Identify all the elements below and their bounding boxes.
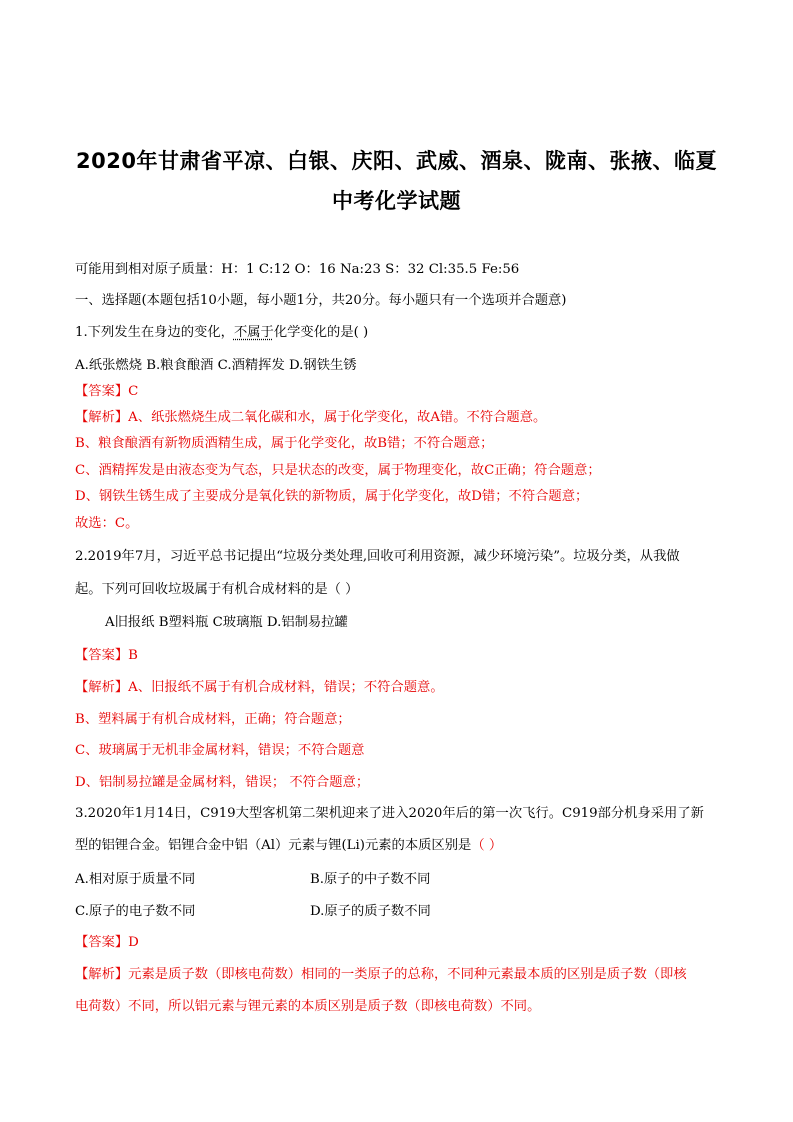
q1-stem-post: 化学变化的是( ) bbox=[273, 325, 369, 340]
q3-stem-line1: 3.2020年1月14日，C919大型客机第二架机迎来了进入2020年后的第一次飞行。C919部分机身采用了新 bbox=[75, 806, 704, 821]
q3-option-a: A.相对原于质量不同 bbox=[75, 872, 196, 887]
q3-answer-bracket: （ ） bbox=[471, 838, 503, 853]
q1-analysis-line: C、酒精挥发是由液态变为气态，只是状态的改变，属于物理变化，故C正确；符合题意； bbox=[75, 463, 601, 478]
q1-analysis-line: D、钢铁生锈生成了主要成分是氧化铁的新物质，属于化学变化，故D错；不符合题意； bbox=[75, 489, 589, 504]
q1-analysis-line: B、粮食酿酒有新物质酒精生成，属于化学变化，故B错；不符合题意； bbox=[75, 436, 494, 451]
q3-option-d: D.原子的质子数不同 bbox=[310, 904, 431, 919]
atomic-masses: 可能用到相对原子质量：H：1 C:12 O：16 Na:23 S：32 Cl:35.5 Fe:56 bbox=[75, 262, 520, 277]
section-heading: 一、选择题(本题包括10小题，每小题1分，共20分。每小题只有一个选项并合题意) bbox=[75, 293, 567, 308]
q2-analysis-line: C、玻璃属于无机非金属材料，错误；不符合题意 bbox=[75, 743, 365, 758]
q3-analysis-line: 【解析】元素是质子数（即核电荷数）相同的一类原子的总称，不同种元素最本质的区别是质子数（即核 bbox=[75, 967, 687, 982]
document-title-line1: 2020年甘肃省平凉、白银、庆阳、武威、酒泉、陇南、张掖、临夏 bbox=[76, 149, 717, 173]
q2-analysis-line: B、塑料属于有机合成材料，正确；符合题意； bbox=[75, 712, 351, 727]
q3-stem-line2 bbox=[75, 837, 735, 855]
q2-stem-line1: 2.2019年7月，习近平总书记提出“垃圾分类处理,回收可利用资源，减少环境污染”。垃圾分类，从我做 bbox=[75, 549, 680, 564]
q1-stem-emphasis: 不属于 bbox=[233, 325, 274, 340]
q3-options-row2 bbox=[75, 903, 735, 921]
q3-analysis-line: 电荷数）不同，所以铝元素与锂元素的本质区别是质子数（即核电荷数）不同。 bbox=[75, 999, 541, 1014]
q1-stem bbox=[75, 324, 735, 342]
q1-analysis-line: 【解析】A、纸张燃烧生成二氧化碳和水，属于化学变化，故A错。不符合题意。 bbox=[75, 410, 547, 425]
q1-stem-pre: 1.下列发生在身边的变化， bbox=[75, 325, 234, 340]
q3-options-row1 bbox=[75, 871, 735, 889]
q3-option-c: C.原子的电子数不同 bbox=[75, 904, 196, 919]
q2-stem-line2: 起。下列可回收垃圾属于有机合成材料的是（ ） bbox=[75, 582, 359, 597]
q1-options: A.纸张燃烧 B.粮食酿酒 C.酒精挥发 D.钢铁生锈 bbox=[75, 358, 357, 373]
document-title-line2: 中考化学试题 bbox=[332, 189, 461, 213]
q2-analysis-line: D、铝制易拉罐是金属材料，错误； 不符合题意； bbox=[75, 775, 370, 790]
q2-analysis-line: 【解析】A、旧报纸不属于有机合成材料，错误；不符合题意。 bbox=[75, 680, 444, 695]
q3-stem-text: 型的铝锂合金。铝锂合金中铝（Al）元素与锂(Li)元素的本质区别是 bbox=[75, 838, 472, 853]
q2-options: A旧报纸 B塑料瓶 C玻璃瓶 D.铝制易拉罐 bbox=[105, 615, 348, 630]
q1-answer: 【答案】C bbox=[75, 384, 139, 399]
q3-option-b: B.原子的中子数不同 bbox=[310, 872, 431, 887]
q2-answer: 【答案】B bbox=[75, 648, 138, 663]
q1-analysis-line: 故选：C。 bbox=[75, 516, 139, 531]
q3-answer: 【答案】D bbox=[75, 935, 139, 950]
